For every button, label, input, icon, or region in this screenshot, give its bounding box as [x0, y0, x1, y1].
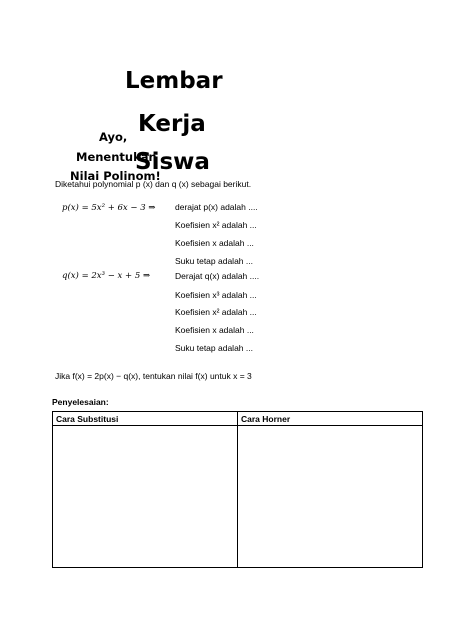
- q-question-coef-x3: Koefisien x³ adalah ...: [175, 290, 257, 300]
- title-line-3: Siswa: [135, 149, 210, 175]
- answer-cell-substitusi[interactable]: [53, 426, 238, 568]
- p-question-degree: derajat p(x) adalah ....: [175, 202, 258, 212]
- subtitle-line-2: Menentukan: [76, 150, 157, 164]
- subtitle-line-3: Nilai Polinom!: [70, 169, 161, 183]
- q-polynomial: q(x) = 2x³ − x + 5 ⇒: [62, 271, 151, 281]
- column-header-substitusi: Cara Substitusi: [53, 412, 238, 426]
- subtitle-line-1: Ayo,: [99, 130, 128, 144]
- column-header-horner: Cara Horner: [238, 412, 423, 426]
- q-question-degree: Derajat q(x) adalah ....: [175, 271, 260, 281]
- q-question-constant: Suku tetap adalah ...: [175, 343, 253, 353]
- solution-heading: Penyelesaian:: [52, 397, 109, 407]
- p-question-coef-x2: Koefisien x² adalah ...: [175, 220, 257, 230]
- title-line-1: Lembar: [125, 68, 223, 94]
- q-question-coef-x: Koefisien x adalah ...: [175, 325, 254, 335]
- q-question-coef-x2: Koefisien x² adalah ...: [175, 307, 257, 317]
- p-polynomial: p(x) = 5x² + 6x − 3 ⇒: [62, 203, 156, 213]
- answer-cell-horner[interactable]: [238, 426, 423, 568]
- task-text: Jika f(x) = 2p(x) − q(x), tentukan nilai f(x) untuk x = 3: [55, 371, 252, 381]
- solution-table: [52, 411, 423, 568]
- p-question-coef-x: Koefisien x adalah ...: [175, 238, 254, 248]
- title-line-2: Kerja: [138, 111, 206, 137]
- p-question-constant: Suku tetap adalah ...: [175, 256, 253, 266]
- intro-text: Diketahui polynomial p (x) dan q (x) sebagai berikut.: [55, 179, 252, 189]
